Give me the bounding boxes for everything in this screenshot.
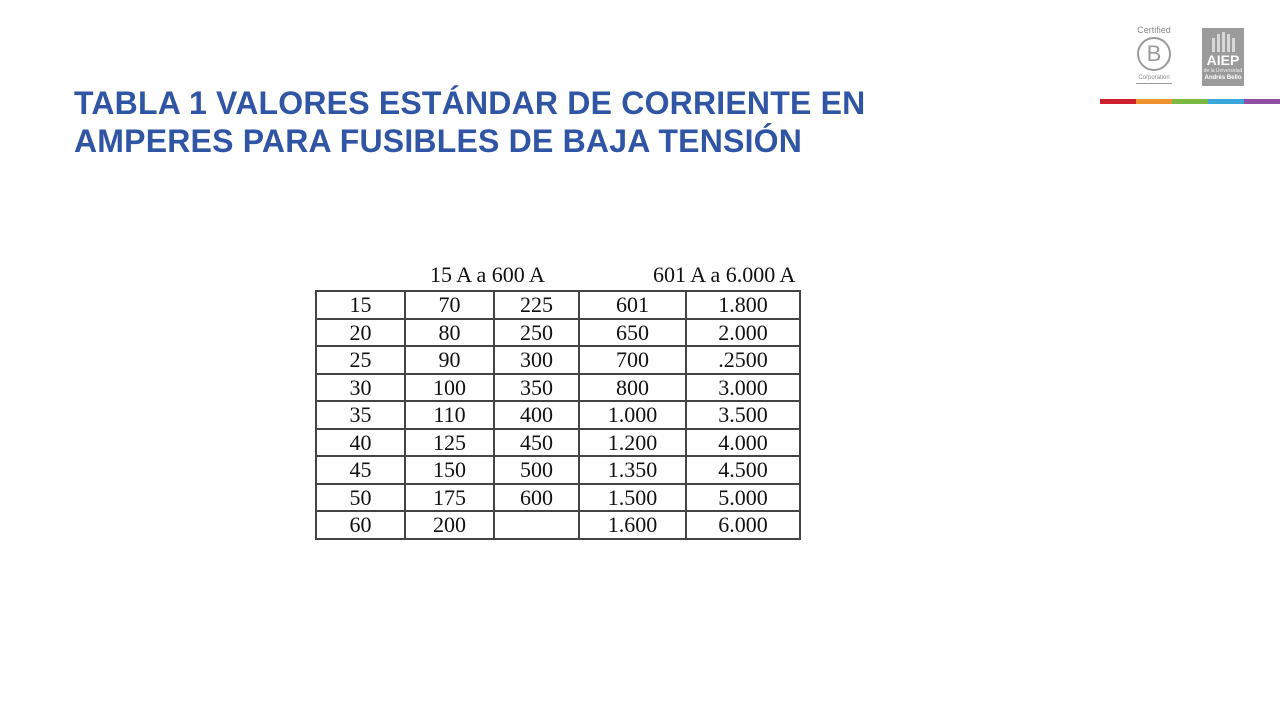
table-cell: 90 xyxy=(405,346,494,374)
table-row xyxy=(316,346,800,374)
table-cell: 3.500 xyxy=(686,401,800,429)
b-corp-logo xyxy=(1132,24,1176,86)
color-stripe-divider xyxy=(1100,99,1280,104)
table-cell: 700 xyxy=(579,346,686,374)
table-cell: 800 xyxy=(579,374,686,402)
table-cell: 20 xyxy=(316,319,405,347)
aiep-wordmark: AIEP xyxy=(1206,52,1240,68)
table-row xyxy=(316,511,800,539)
stripe-segment xyxy=(1100,99,1136,104)
table-cell: 450 xyxy=(494,429,579,457)
table-cell: 1.350 xyxy=(579,456,686,484)
table-cell: 100 xyxy=(405,374,494,402)
table-cell: 45 xyxy=(316,456,405,484)
b-corp-corporation-text: Corporation xyxy=(1136,73,1172,84)
fuse-current-table xyxy=(315,290,801,540)
table-row xyxy=(316,456,800,484)
table-cell: 35 xyxy=(316,401,405,429)
logo-group xyxy=(1132,24,1244,88)
range-header-high: 601 A a 6.000 A xyxy=(653,262,796,287)
aiep-subtitle: de la Universidad xyxy=(1203,68,1243,74)
table-cell: 175 xyxy=(405,484,494,512)
aiep-logo xyxy=(1202,28,1244,86)
stripe-segment xyxy=(1136,99,1172,104)
table-cell: 1.600 xyxy=(579,511,686,539)
range-header-low: 15 A a 600 A xyxy=(430,262,545,287)
table-cell: 500 xyxy=(494,456,579,484)
table-cell: 150 xyxy=(405,456,494,484)
aiep-building-icon xyxy=(1202,32,1244,52)
table-cell: 70 xyxy=(405,291,494,319)
title-line-2: AMPERES PARA FUSIBLES DE BAJA TENSIÓN xyxy=(74,123,803,159)
table-row xyxy=(316,291,800,319)
table-cell: 250 xyxy=(494,319,579,347)
table-cell: 15 xyxy=(316,291,405,319)
table-cell xyxy=(494,511,579,539)
table-row xyxy=(316,484,800,512)
table-cell: 5.000 xyxy=(686,484,800,512)
page-title xyxy=(74,84,865,160)
table-cell: .2500 xyxy=(686,346,800,374)
table-row xyxy=(316,374,800,402)
aiep-subtitle-university: Andrés Bello xyxy=(1204,75,1242,81)
stripe-segment xyxy=(1208,99,1244,104)
table-cell: 400 xyxy=(494,401,579,429)
table-row xyxy=(316,319,800,347)
table-cell: 350 xyxy=(494,374,579,402)
table-cell: 650 xyxy=(579,319,686,347)
table-cell: 300 xyxy=(494,346,579,374)
table-cell: 2.000 xyxy=(686,319,800,347)
table-cell: 3.000 xyxy=(686,374,800,402)
table-cell: 1.500 xyxy=(579,484,686,512)
table-cell: 80 xyxy=(405,319,494,347)
table-cell: 30 xyxy=(316,374,405,402)
table-row xyxy=(316,429,800,457)
title-line-1: TABLA 1 VALORES ESTÁNDAR DE CORRIENTE EN xyxy=(74,85,866,121)
table-cell: 1.800 xyxy=(686,291,800,319)
b-corp-certified-text: Certified xyxy=(1137,25,1171,35)
table-cell: 225 xyxy=(494,291,579,319)
stripe-segment xyxy=(1244,99,1280,104)
table-cell: 125 xyxy=(405,429,494,457)
table-cell: 4.500 xyxy=(686,456,800,484)
table-cell: 1.000 xyxy=(579,401,686,429)
stripe-segment xyxy=(1172,99,1208,104)
table-cell: 110 xyxy=(405,401,494,429)
table-cell: 40 xyxy=(316,429,405,457)
table-cell: 60 xyxy=(316,511,405,539)
table-cell: 50 xyxy=(316,484,405,512)
table-cell: 6.000 xyxy=(686,511,800,539)
table-row xyxy=(316,401,800,429)
table-cell: 600 xyxy=(494,484,579,512)
table-cell: 601 xyxy=(579,291,686,319)
table-cell: 4.000 xyxy=(686,429,800,457)
table-cell: 1.200 xyxy=(579,429,686,457)
b-corp-circle-icon: B xyxy=(1137,37,1171,71)
table-cell: 25 xyxy=(316,346,405,374)
table-cell: 200 xyxy=(405,511,494,539)
